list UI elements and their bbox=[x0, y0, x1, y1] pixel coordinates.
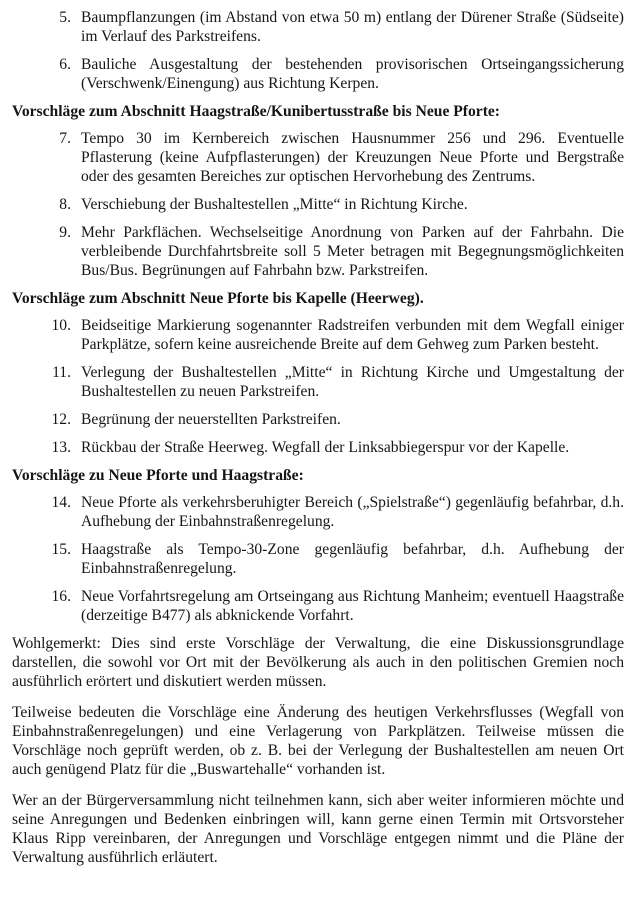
list-item bbox=[40, 55, 624, 93]
item-text: Beidseitige Markierung sogenannter Radstreifen verbunden mit dem Wegfall einiger Parkplätze, sofern keine ausreichende Breite auf dem Gehweg zum Parken besteht. bbox=[81, 317, 624, 353]
list-item bbox=[32, 540, 624, 578]
item-number: 13. bbox=[51, 439, 71, 456]
list-item bbox=[32, 410, 624, 429]
section-heading: Vorschläge zum Abschnitt Haagstraße/Kunibertusstraße bis Neue Pforte: bbox=[12, 103, 501, 120]
section-neue-pforte-kapelle bbox=[12, 289, 624, 457]
item-number: 7. bbox=[59, 130, 71, 147]
item-number: 9. bbox=[59, 224, 71, 241]
item-number: 15. bbox=[51, 541, 71, 558]
item-number: 5. bbox=[59, 9, 71, 26]
paragraph-contact: Wer an der Bürgerversammlung nicht teilnehmen kann, sich aber weiter informieren möchte und seine Anregungen und Bedenken einbringen will, kann gerne einen Termin mit Ortsvorsteher Klaus Ripp vereinbaren, der Anregungen und Vorschläge entgegen nimmt und die Pläne der Verwaltung ausführlich erläutert. bbox=[12, 792, 624, 866]
list-item bbox=[32, 587, 624, 625]
item-text: Verlegung der Bushaltestellen „Mitte“ in Richtung Kirche und Umgestaltung der Bushaltestellen zu neuen Parkstreifen. bbox=[81, 364, 624, 400]
paragraph-impact: Teilweise bedeuten die Vorschläge eine Änderung des heutigen Verkehrsflusses (Wegfall von Einbahnstraßenregelungen) und eine Verlagerung von Parkplätzen. Teilweise müssen die Vorschläge noch geprüft werden, ob z. B. bei der Verlegung der Bushaltestellen am neuen Ort auch genügend Platz für die „Buswartehalle“ vorhanden ist. bbox=[12, 704, 624, 778]
list-item bbox=[32, 493, 624, 531]
item-number: 6. bbox=[59, 56, 71, 73]
list-item bbox=[40, 129, 624, 186]
section-intro-items bbox=[12, 8, 624, 93]
list-item bbox=[32, 316, 624, 354]
item-number: 12. bbox=[51, 411, 71, 428]
item-text: Baumpflanzungen (im Abstand von etwa 50 m) entlang der Dürener Straße (Südseite) im Verlauf des Parkstreifens. bbox=[81, 9, 624, 45]
item-text: Mehr Parkflächen. Wechselseitige Anordnung von Parken auf der Fahrbahn. Die verbleibende Durchfahrtsbreite soll 5 Meter betragen mit Begegnungsmöglichkeiten Bus/Bus. Begrünungen auf Fahrbahn bzw. Parkstreifen. bbox=[81, 224, 624, 279]
list-item bbox=[40, 195, 624, 214]
item-number: 10. bbox=[51, 317, 71, 334]
paragraph-disclaimer: Wohlgemerkt: Dies sind erste Vorschläge der Verwaltung, die eine Diskussionsgrundlage darstellen, die sowohl vor Ort mit der Bevölkerung als auch in den politischen Gremien noch ausführlich erörtert und diskutiert werden müssen. bbox=[12, 635, 624, 690]
section-neue-pforte-haagstrasse bbox=[12, 466, 624, 625]
list-item bbox=[32, 438, 624, 457]
item-text: Bauliche Ausgestaltung der bestehenden provisorischen Ortseingangssicherung (Verschwenk/Einengung) aus Richtung Kerpen. bbox=[81, 56, 624, 92]
section-haagstrasse-kunibertusstrasse bbox=[12, 102, 624, 280]
item-text: Begrünung der neuerstellten Parkstreifen. bbox=[81, 411, 341, 428]
item-text: Neue Vorfahrtsregelung am Ortseingang aus Richtung Manheim; eventuell Haagstraße (derzeitige B477) als abknickende Vorfahrt. bbox=[81, 588, 624, 624]
item-text: Verschiebung der Bushaltestellen „Mitte“ in Richtung Kirche. bbox=[81, 196, 468, 213]
item-number: 14. bbox=[51, 494, 71, 511]
item-number: 8. bbox=[59, 196, 71, 213]
list-item bbox=[40, 8, 624, 46]
list-item bbox=[32, 363, 624, 401]
item-number: 16. bbox=[51, 588, 71, 605]
item-text: Haagstraße als Tempo-30-Zone gegenläufig befahrbar, d.h. Aufhebung der Einbahnstraßenregelung. bbox=[81, 541, 624, 577]
item-text: Tempo 30 im Kernbereich zwischen Hausnummer 256 und 296. Eventuelle Pflasterung (keine Aufpflasterungen) der Kreuzungen Neue Pforte und Bergstraße oder des gesamten Bereiches zur optischen Hervorhebung des Zentrums. bbox=[81, 130, 624, 185]
item-text: Neue Pforte als verkehrsberuhigter Bereich („Spielstraße“) gegenläufig befahrbar, d.h. Aufhebung der Einbahnstraßenregelung. bbox=[81, 494, 624, 530]
section-heading: Vorschläge zu Neue Pforte und Haagstraße: bbox=[12, 467, 304, 484]
list-item bbox=[40, 223, 624, 280]
section-heading: Vorschläge zum Abschnitt Neue Pforte bis Kapelle (Heerweg). bbox=[12, 290, 424, 307]
item-text: Rückbau der Straße Heerweg. Wegfall der Linksabbiegerspur vor der Kapelle. bbox=[81, 439, 570, 456]
item-number: 11. bbox=[52, 364, 71, 381]
